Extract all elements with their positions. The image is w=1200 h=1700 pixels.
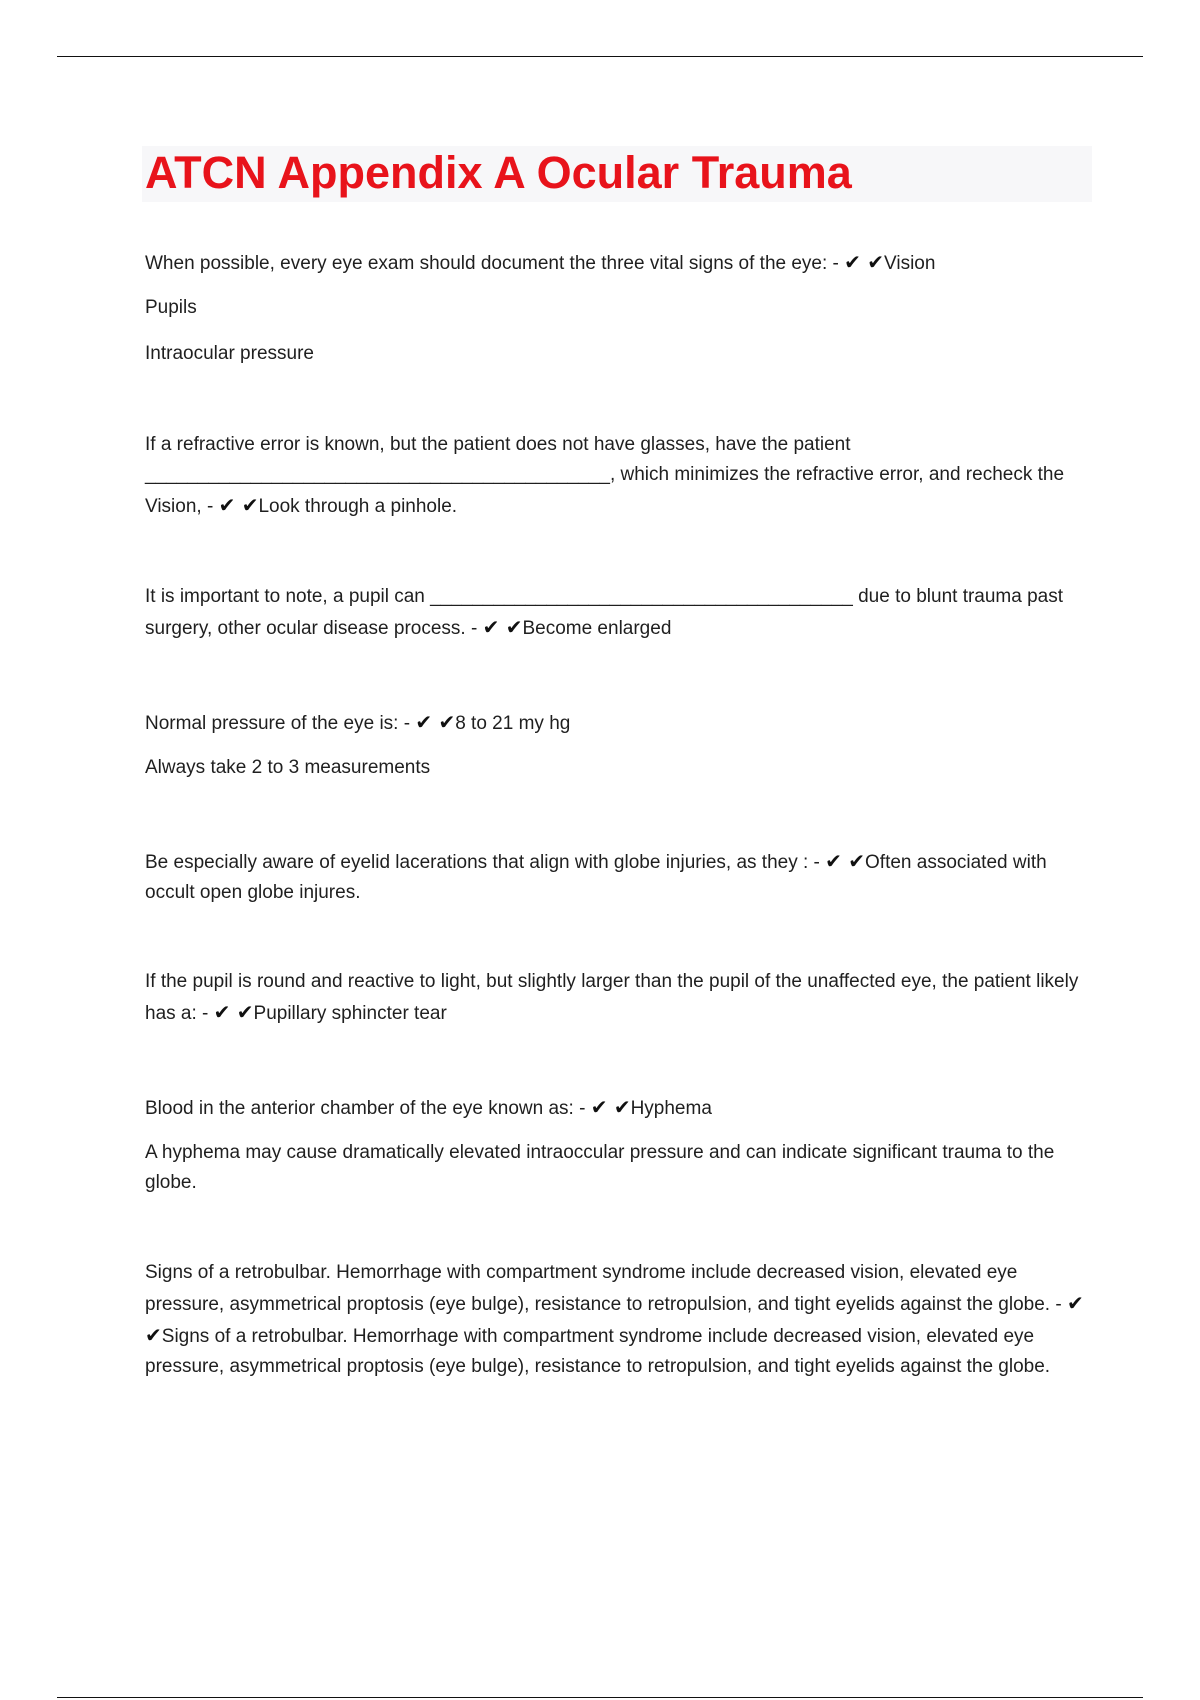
answer-text: Become enlarged <box>522 618 672 639</box>
answer-text: Hyphema <box>630 1098 712 1119</box>
bottom-rule <box>57 1697 1143 1698</box>
answer-extra-line: Always take 2 to 3 measurements <box>145 757 431 778</box>
qa-item-3 <box>145 582 1090 644</box>
answer-text: Vision <box>884 253 936 274</box>
answer-extra-line: Intraocular pressure <box>145 343 314 364</box>
double-check-icon: ✔ ✔ <box>844 250 885 274</box>
qa-item-2 <box>145 430 1090 522</box>
double-check-icon: ✔ ✔ <box>145 1291 1084 1347</box>
question-text: If a refractive error is known, but the patient does not have glasses, have the patient ____________________________________________, which minimizes the refractive error, and recheck the Vision, - <box>145 434 1065 517</box>
answer-extra-line: A hyphema may cause dramatically elevated intraoccular pressure and can indicate significant trauma to the globe. <box>145 1142 1055 1193</box>
answer-text: Signs of a retrobulbar. Hemorrhage with compartment syndrome include decreased vision, elevated eye pressure, asymmetrical proptosis (eye bulge), resistance to retropulsion, and tight eyelids against the globe. <box>145 1326 1051 1377</box>
double-check-icon: ✔ ✔ <box>590 1095 631 1119</box>
question-text: Be especially aware of eyelid lacerations that align with globe injuries, as they : - <box>145 852 826 873</box>
answer-text: Often associated with occult open globe injures. <box>145 852 1047 903</box>
double-check-icon: ✔ ✔ <box>825 849 866 873</box>
qa-item-8 <box>145 1258 1090 1382</box>
question-text: Normal pressure of the eye is: - <box>145 713 416 734</box>
qa-item-6 <box>145 967 1090 1029</box>
question-text: It is important to note, a pupil can ________________________________________ due to blunt trauma past surgery, other ocular disease process. - <box>145 586 1064 639</box>
page-title: ATCN Appendix A Ocular Trauma <box>145 147 852 198</box>
question-text: Signs of a retrobulbar. Hemorrhage with compartment syndrome include decreased vision, elevated eye pressure, asymmetrical proptosis (eye bulge), resistance to retropulsion, and tight eyelids against the globe. - <box>145 1262 1067 1315</box>
top-rule <box>57 56 1143 57</box>
double-check-icon: ✔ ✔ <box>213 1000 254 1024</box>
question-text: Blood in the anterior chamber of the eye known as: - <box>145 1098 591 1119</box>
answer-extra-line: Pupils <box>145 297 197 318</box>
double-check-icon: ✔ ✔ <box>482 615 523 639</box>
double-check-icon: ✔ ✔ <box>218 493 259 517</box>
double-check-icon: ✔ ✔ <box>415 710 456 734</box>
question-text: When possible, every eye exam should document the three vital signs of the eye: - <box>145 253 845 274</box>
answer-text: Pupillary sphincter tear <box>253 1003 447 1024</box>
answer-text: 8 to 21 my hg <box>455 713 571 734</box>
qa-item-4 <box>145 707 1090 739</box>
qa-item-5 <box>145 846 1090 908</box>
qa-item-7 <box>145 1092 1090 1124</box>
question-text: If the pupil is round and reactive to light, but slightly larger than the pupil of the unaffected eye, the patient likely has a: - <box>145 971 1079 1024</box>
answer-text: Look through a pinhole. <box>258 496 458 517</box>
qa-item-1 <box>145 247 1090 279</box>
